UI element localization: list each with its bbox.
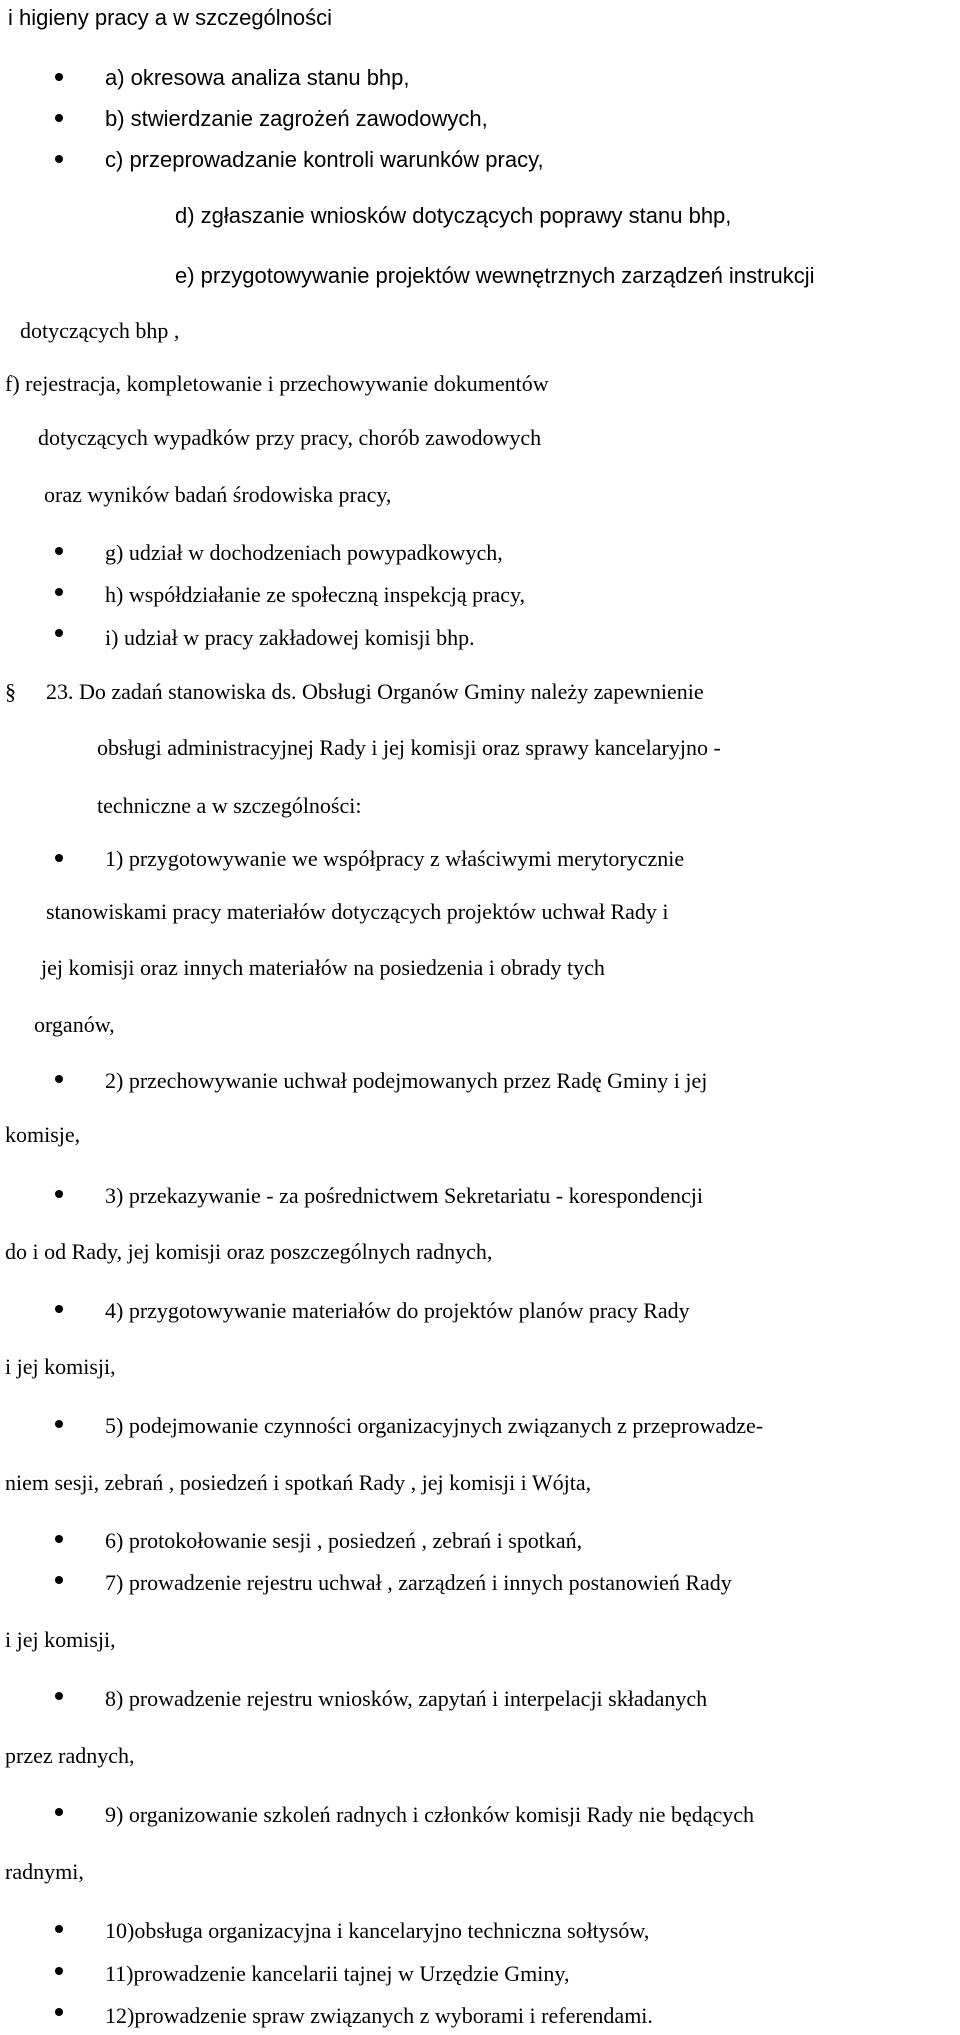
list-item-4-line2: i jej komisji,	[5, 1354, 116, 1379]
bullet-icon	[55, 1925, 63, 1933]
list-item-d: d) zgłaszanie wniosków dotyczących poprawy stanu bhp,	[175, 203, 732, 228]
list-item-5-line1: 5) podejmowanie czynności organizacyjnych związanych z przeprowadze-	[105, 1413, 764, 1438]
list-item-2-line2: komisje,	[5, 1122, 81, 1147]
list-item-2-line1: 2) przechowywanie uchwał podejmowanych przez Radę Gminy i jej	[105, 1068, 708, 1093]
bullet-icon	[55, 1808, 63, 1816]
list-item-f-line1: f) rejestracja, kompletowanie i przechowywanie dokumentów	[5, 371, 549, 396]
bullet-icon	[55, 73, 63, 81]
list-item-1-line1: 1) przygotowywanie we współpracy z właściwymi merytorycznie	[105, 846, 685, 871]
list-item-1-line2: stanowiskami pracy materiałów dotyczących projektów uchwał Rady i	[46, 899, 669, 924]
bullet-icon	[55, 1967, 63, 1975]
list-item-b: b) stwierdzanie zagrożeń zawodowych,	[105, 106, 488, 131]
bullet-icon	[55, 114, 63, 122]
bullet-icon	[55, 1075, 63, 1083]
list-item-1-line3: jej komisji oraz innych materiałów na posiedzenia i obrady tych	[41, 955, 605, 980]
list-item-5-line2: niem sesji, zebrań , posiedzeń i spotkań Rady , jej komisji i Wójta,	[5, 1470, 592, 1495]
bullet-icon	[55, 588, 63, 596]
bullet-icon	[55, 547, 63, 555]
list-item-10: 10)obsługa organizacyjna i kancelaryjno techniczna sołtysów,	[105, 1918, 650, 1943]
section-23-line1: 23. Do zadań stanowiska ds. Obsługi Organów Gminy należy zapewnienie	[46, 679, 704, 704]
bullet-icon	[55, 155, 63, 163]
list-item-4-line1: 4) przygotowywanie materiałów do projektów planów pracy Rady	[105, 1298, 690, 1323]
bullet-icon	[55, 1576, 63, 1584]
list-item-g: g) udział w dochodzeniach powypadkowych,	[105, 540, 503, 565]
list-item-7-line1: 7) prowadzenie rejestru uchwał , zarządzeń i innych postanowień Rady	[105, 1570, 732, 1595]
list-item-f-line2: dotyczących wypadków przy pracy, chorób zawodowych	[38, 425, 542, 450]
bullet-icon	[55, 2008, 63, 2016]
list-item-9-line1: 9) organizowanie szkoleń radnych i członków komisji Rady nie będących	[105, 1802, 755, 1827]
list-item-3-line1: 3) przekazywanie - za pośrednictwem Sekretariatu - korespondencji	[105, 1183, 704, 1208]
bullet-icon	[55, 1305, 63, 1313]
list-item-7-line2: i jej komisji,	[5, 1627, 116, 1652]
list-item-c: c) przeprowadzanie kontroli warunków pracy,	[105, 147, 544, 172]
section-23-line3: techniczne a w szczególności:	[97, 793, 362, 818]
bullet-icon	[55, 854, 63, 862]
bullet-icon	[55, 1420, 63, 1428]
list-item-i: i) udział w pracy zakładowej komisji bhp.	[105, 625, 475, 650]
list-item-8-line2: przez radnych,	[5, 1743, 135, 1768]
list-item-6: 6) protokołowanie sesji , posiedzeń , zebrań i spotkań,	[105, 1528, 583, 1553]
bullet-icon	[55, 1190, 63, 1198]
list-item-e: e) przygotowywanie projektów wewnętrznych zarządzeń instrukcji	[175, 263, 815, 288]
list-item-9-line2: radnymi,	[5, 1859, 84, 1884]
list-item-e-cont: dotyczących bhp ,	[20, 318, 180, 343]
list-item-a: a) okresowa analiza stanu bhp,	[105, 65, 410, 90]
list-item-1-line4: organów,	[34, 1012, 115, 1037]
intro-line: i higieny pracy a w szczególności	[8, 5, 333, 30]
list-item-12: 12)prowadzenie spraw związanych z wyborami i referendami.	[105, 2003, 653, 2028]
bullet-icon	[55, 629, 63, 637]
list-item-f-line3: oraz wyników badań środowiska pracy,	[44, 482, 392, 507]
list-item-3-line2: do i od Rady, jej komisji oraz poszczególnych radnych,	[5, 1239, 493, 1264]
list-item-8-line1: 8) prowadzenie rejestru wniosków, zapytań i interpelacji składanych	[105, 1686, 708, 1711]
bullet-icon	[55, 1535, 63, 1543]
list-item-h: h) współdziałanie ze społeczną inspekcją pracy,	[105, 582, 526, 607]
section-mark: §	[5, 679, 16, 704]
section-23-line2: obsługi administracyjnej Rady i jej komisji oraz sprawy kancelaryjno -	[97, 735, 721, 760]
bullet-icon	[55, 1692, 63, 1700]
list-item-11: 11)prowadzenie kancelarii tajnej w Urzędzie Gminy,	[105, 1961, 570, 1986]
